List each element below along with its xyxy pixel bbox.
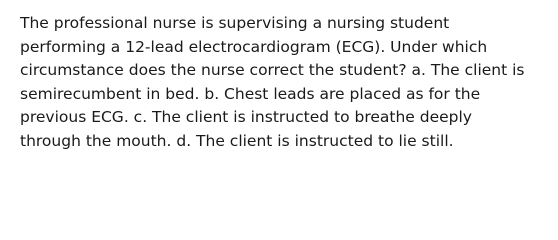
question-line: through the mouth. d. The client is instructed to lie still. <box>20 131 454 150</box>
question-line: circumstance does the nurse correct the student? a. The client is <box>20 61 525 80</box>
question-text <box>20 12 550 154</box>
question-line: semirecumbent in bed. b. Chest leads are placed as for the <box>20 84 481 103</box>
question-line: performing a 12-lead electrocardiogram (ECG). Under which <box>20 37 488 56</box>
question-line: The professional nurse is supervising a nursing student <box>20 14 450 32</box>
question-line: previous ECG. c. The client is instructed to breathe deeply <box>20 108 472 127</box>
